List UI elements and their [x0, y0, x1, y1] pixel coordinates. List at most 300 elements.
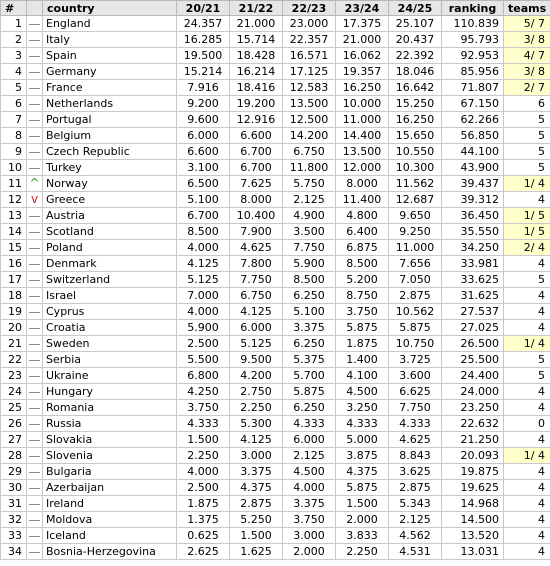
- rank-cell: 8: [1, 128, 27, 144]
- country-name: Croatia: [43, 320, 177, 336]
- trend-cell: [27, 512, 43, 528]
- trend-unchanged-icon: [29, 120, 40, 121]
- table-row[interactable]: [1, 368, 550, 384]
- table-row[interactable]: [1, 272, 550, 288]
- teams-value: 5: [504, 112, 550, 128]
- season-2223-value: 13.500: [283, 96, 336, 112]
- rank-cell: 14: [1, 224, 27, 240]
- trend-cell: [27, 352, 43, 368]
- season-2324-value: 3.875: [336, 448, 389, 464]
- table-row[interactable]: [1, 144, 550, 160]
- trend-unchanged-icon: [29, 232, 40, 233]
- rank-cell: 17: [1, 272, 27, 288]
- teams-value: 4: [504, 304, 550, 320]
- ranking-value: 27.025: [442, 320, 504, 336]
- header-season-2021[interactable]: 20/21: [177, 1, 230, 16]
- table-row[interactable]: [1, 48, 550, 64]
- season-2021-value: 2.250: [177, 448, 230, 464]
- country-name: Bulgaria: [43, 464, 177, 480]
- season-2425-value: 10.550: [389, 144, 442, 160]
- season-2122-value: 5.300: [230, 416, 283, 432]
- season-2021-value: 4.000: [177, 240, 230, 256]
- season-2425-value: 18.046: [389, 64, 442, 80]
- teams-value: 1/ 5: [504, 224, 550, 240]
- ranking-value: 23.250: [442, 400, 504, 416]
- rank-cell: 26: [1, 416, 27, 432]
- season-2122-value: 5.125: [230, 336, 283, 352]
- season-2425-value: 22.392: [389, 48, 442, 64]
- season-2425-value: 15.250: [389, 96, 442, 112]
- trend-unchanged-icon: [29, 408, 40, 409]
- season-2122-value: 10.400: [230, 208, 283, 224]
- season-2223-value: 12.500: [283, 112, 336, 128]
- table-row[interactable]: [1, 240, 550, 256]
- season-2021-value: 6.000: [177, 128, 230, 144]
- season-2223-value: 14.200: [283, 128, 336, 144]
- season-2223-value: 5.750: [283, 176, 336, 192]
- season-2021-value: 6.600: [177, 144, 230, 160]
- trend-unchanged-icon: [29, 376, 40, 377]
- season-2425-value: 20.437: [389, 32, 442, 48]
- trend-cell: [27, 304, 43, 320]
- season-2425-value: 4.625: [389, 432, 442, 448]
- ranking-value: 62.266: [442, 112, 504, 128]
- season-2324-value: 8.500: [336, 256, 389, 272]
- trend-unchanged-icon: [29, 488, 40, 489]
- table-row[interactable]: [1, 208, 550, 224]
- rank-cell: 10: [1, 160, 27, 176]
- season-2021-value: 2.625: [177, 544, 230, 560]
- header-trend: [27, 1, 43, 16]
- ranking-value: 110.839: [442, 16, 504, 32]
- season-2021-value: 5.100: [177, 192, 230, 208]
- ranking-value: 67.150: [442, 96, 504, 112]
- rank-cell: 20: [1, 320, 27, 336]
- trend-unchanged-icon: [29, 456, 40, 457]
- season-2021-value: 3.750: [177, 400, 230, 416]
- trend-cell: [27, 496, 43, 512]
- season-2223-value: 8.500: [283, 272, 336, 288]
- season-2324-value: 4.333: [336, 416, 389, 432]
- country-name: Serbia: [43, 352, 177, 368]
- rank-cell: 7: [1, 112, 27, 128]
- trend-cell: [27, 32, 43, 48]
- trend-cell: [27, 464, 43, 480]
- season-2021-value: 1.375: [177, 512, 230, 528]
- season-2425-value: 9.650: [389, 208, 442, 224]
- season-2122-value: 7.750: [230, 272, 283, 288]
- teams-value: 4: [504, 320, 550, 336]
- country-name: Belgium: [43, 128, 177, 144]
- trend-cell: [27, 448, 43, 464]
- table-row[interactable]: [1, 384, 550, 400]
- season-2021-value: 1.500: [177, 432, 230, 448]
- trend-unchanged-icon: [29, 552, 40, 553]
- trend-cell: [27, 384, 43, 400]
- table-row[interactable]: [1, 80, 550, 96]
- season-2324-value: 16.250: [336, 80, 389, 96]
- table-row[interactable]: [1, 432, 550, 448]
- season-2021-value: 8.500: [177, 224, 230, 240]
- season-2122-value: 4.375: [230, 480, 283, 496]
- trend-unchanged-icon: [29, 168, 40, 169]
- season-2021-value: 7.916: [177, 80, 230, 96]
- table-row[interactable]: [1, 512, 550, 528]
- season-2021-value: 4.000: [177, 304, 230, 320]
- trend-cell: [27, 64, 43, 80]
- header-teams[interactable]: teams: [504, 1, 550, 16]
- trend-cell: [27, 320, 43, 336]
- season-2324-value: 11.000: [336, 112, 389, 128]
- season-2223-value: 22.357: [283, 32, 336, 48]
- season-2021-value: 7.000: [177, 288, 230, 304]
- table-row[interactable]: [1, 288, 550, 304]
- rank-cell: 11: [1, 176, 27, 192]
- header-country[interactable]: country: [43, 1, 177, 16]
- teams-value: 5: [504, 144, 550, 160]
- rank-cell: 18: [1, 288, 27, 304]
- season-2425-value: 12.687: [389, 192, 442, 208]
- season-2122-value: 12.916: [230, 112, 283, 128]
- teams-value: 5: [504, 352, 550, 368]
- table-row[interactable]: [1, 336, 550, 352]
- trend-cell: [27, 48, 43, 64]
- season-2122-value: 21.000: [230, 16, 283, 32]
- teams-value: 4: [504, 528, 550, 544]
- season-2223-value: 4.333: [283, 416, 336, 432]
- season-2122-value: 4.125: [230, 432, 283, 448]
- season-2425-value: 3.725: [389, 352, 442, 368]
- season-2425-value: 10.562: [389, 304, 442, 320]
- table-row[interactable]: [1, 256, 550, 272]
- season-2021-value: 0.625: [177, 528, 230, 544]
- trend-cell: [27, 544, 43, 560]
- season-2324-value: 4.100: [336, 368, 389, 384]
- season-2122-value: 6.000: [230, 320, 283, 336]
- trend-cell: [27, 416, 43, 432]
- season-2324-value: 4.375: [336, 464, 389, 480]
- teams-value: 4: [504, 464, 550, 480]
- trend-cell: [27, 160, 43, 176]
- trend-unchanged-icon: [29, 360, 40, 361]
- trend-cell: [27, 16, 43, 32]
- trend-unchanged-icon: [29, 504, 40, 505]
- trend-cell: [27, 112, 43, 128]
- season-2425-value: 11.000: [389, 240, 442, 256]
- country-name: Italy: [43, 32, 177, 48]
- table-row[interactable]: [1, 176, 550, 192]
- season-2223-value: 12.583: [283, 80, 336, 96]
- season-2021-value: 9.200: [177, 96, 230, 112]
- table-row[interactable]: [1, 128, 550, 144]
- rank-cell: 31: [1, 496, 27, 512]
- ranking-value: 13.031: [442, 544, 504, 560]
- rank-cell: 9: [1, 144, 27, 160]
- season-2223-value: 3.750: [283, 512, 336, 528]
- season-2223-value: 5.875: [283, 384, 336, 400]
- trend-cell: [27, 288, 43, 304]
- country-name: Iceland: [43, 528, 177, 544]
- teams-value: 3/ 8: [504, 32, 550, 48]
- table-row[interactable]: [1, 480, 550, 496]
- country-name: Denmark: [43, 256, 177, 272]
- teams-value: 5: [504, 272, 550, 288]
- rank-cell: 16: [1, 256, 27, 272]
- table-row[interactable]: [1, 464, 550, 480]
- ranking-value: 13.520: [442, 528, 504, 544]
- table-row[interactable]: [1, 496, 550, 512]
- season-2223-value: 6.000: [283, 432, 336, 448]
- header-season-2223[interactable]: 22/23: [283, 1, 336, 16]
- table-row[interactable]: [1, 416, 550, 432]
- teams-value: 4: [504, 400, 550, 416]
- rank-cell: 29: [1, 464, 27, 480]
- season-2425-value: 7.750: [389, 400, 442, 416]
- teams-value: 4: [504, 544, 550, 560]
- season-2223-value: 2.125: [283, 448, 336, 464]
- header-ranking[interactable]: ranking: [442, 1, 504, 16]
- season-2324-value: 4.800: [336, 208, 389, 224]
- season-2021-value: 15.214: [177, 64, 230, 80]
- header-season-2122[interactable]: 21/22: [230, 1, 283, 16]
- season-2122-value: 18.428: [230, 48, 283, 64]
- country-name: Ireland: [43, 496, 177, 512]
- rank-cell: 27: [1, 432, 27, 448]
- country-name: Greece: [43, 192, 177, 208]
- rank-cell: 13: [1, 208, 27, 224]
- country-name: Azerbaijan: [43, 480, 177, 496]
- season-2122-value: 7.625: [230, 176, 283, 192]
- teams-value: 2/ 4: [504, 240, 550, 256]
- ranking-value: 26.500: [442, 336, 504, 352]
- table-row[interactable]: [1, 160, 550, 176]
- ranking-value: 44.100: [442, 144, 504, 160]
- season-2021-value: 6.500: [177, 176, 230, 192]
- country-name: Scotland: [43, 224, 177, 240]
- trend-unchanged-icon: [29, 472, 40, 473]
- trend-cell: [27, 96, 43, 112]
- season-2425-value: 6.625: [389, 384, 442, 400]
- season-2122-value: 6.600: [230, 128, 283, 144]
- trend-cell: [27, 240, 43, 256]
- country-name: Norway: [43, 176, 177, 192]
- season-2122-value: 7.900: [230, 224, 283, 240]
- season-2324-value: 5.200: [336, 272, 389, 288]
- season-2223-value: 6.250: [283, 288, 336, 304]
- teams-value: 3/ 8: [504, 64, 550, 80]
- season-2122-value: 6.750: [230, 288, 283, 304]
- season-2425-value: 4.531: [389, 544, 442, 560]
- season-2223-value: 3.500: [283, 224, 336, 240]
- season-2223-value: 5.700: [283, 368, 336, 384]
- season-2425-value: 10.750: [389, 336, 442, 352]
- trend-unchanged-icon: [29, 72, 40, 73]
- table-row[interactable]: [1, 304, 550, 320]
- table-row[interactable]: [1, 544, 550, 560]
- season-2021-value: 4.000: [177, 464, 230, 480]
- table-row[interactable]: [1, 16, 550, 32]
- ranking-value: 25.500: [442, 352, 504, 368]
- teams-value: 4: [504, 512, 550, 528]
- trend-unchanged-icon: [29, 104, 40, 105]
- season-2425-value: 8.843: [389, 448, 442, 464]
- season-2021-value: 24.357: [177, 16, 230, 32]
- season-2425-value: 5.875: [389, 320, 442, 336]
- season-2223-value: 3.000: [283, 528, 336, 544]
- trend-unchanged-icon: [29, 312, 40, 313]
- season-2223-value: 6.250: [283, 400, 336, 416]
- trend-unchanged-icon: [29, 520, 40, 521]
- trend-unchanged-icon: [29, 296, 40, 297]
- season-2122-value: 1.625: [230, 544, 283, 560]
- trend-unchanged-icon: [29, 280, 40, 281]
- season-2021-value: 3.100: [177, 160, 230, 176]
- rank-cell: 24: [1, 384, 27, 400]
- rank-cell: 34: [1, 544, 27, 560]
- table-row[interactable]: [1, 32, 550, 48]
- season-2223-value: 5.900: [283, 256, 336, 272]
- season-2223-value: 4.500: [283, 464, 336, 480]
- season-2223-value: 3.375: [283, 320, 336, 336]
- season-2223-value: 6.750: [283, 144, 336, 160]
- teams-value: 1/ 4: [504, 176, 550, 192]
- table-row[interactable]: [1, 64, 550, 80]
- table-row[interactable]: [1, 320, 550, 336]
- rank-cell: 3: [1, 48, 27, 64]
- trend-unchanged-icon: [29, 440, 40, 441]
- season-2021-value: 6.800: [177, 368, 230, 384]
- trend-cell: [27, 528, 43, 544]
- season-2425-value: 3.625: [389, 464, 442, 480]
- teams-value: 4: [504, 480, 550, 496]
- rank-cell: 5: [1, 80, 27, 96]
- trend-cell: [27, 432, 43, 448]
- season-2223-value: 23.000: [283, 16, 336, 32]
- season-2021-value: 4.125: [177, 256, 230, 272]
- trend-unchanged-icon: [29, 40, 40, 41]
- table-body: [1, 16, 550, 560]
- season-2324-value: 17.375: [336, 16, 389, 32]
- season-2223-value: 7.750: [283, 240, 336, 256]
- table-row[interactable]: [1, 528, 550, 544]
- season-2425-value: 7.656: [389, 256, 442, 272]
- trend-unchanged-icon: [29, 392, 40, 393]
- trend-unchanged-icon: [29, 248, 40, 249]
- season-2324-value: 19.357: [336, 64, 389, 80]
- ranking-value: 20.093: [442, 448, 504, 464]
- header-rank[interactable]: #: [1, 1, 27, 16]
- header-season-2324[interactable]: 23/24: [336, 1, 389, 16]
- season-2223-value: 11.800: [283, 160, 336, 176]
- country-name: Moldova: [43, 512, 177, 528]
- ranking-value: 27.537: [442, 304, 504, 320]
- season-2223-value: 2.000: [283, 544, 336, 560]
- table-row[interactable]: [1, 192, 550, 208]
- season-2425-value: 2.875: [389, 288, 442, 304]
- country-name: Turkey: [43, 160, 177, 176]
- season-2021-value: 5.125: [177, 272, 230, 288]
- trend-cell: [27, 192, 43, 208]
- rank-cell: 21: [1, 336, 27, 352]
- trend-cell: [27, 80, 43, 96]
- table-row[interactable]: [1, 352, 550, 368]
- table-row[interactable]: [1, 448, 550, 464]
- season-2021-value: 4.333: [177, 416, 230, 432]
- season-2223-value: 5.100: [283, 304, 336, 320]
- teams-value: 4: [504, 384, 550, 400]
- season-2425-value: 16.642: [389, 80, 442, 96]
- teams-value: 5: [504, 368, 550, 384]
- trend-cell: [27, 336, 43, 352]
- season-2122-value: 1.500: [230, 528, 283, 544]
- ranking-value: 95.793: [442, 32, 504, 48]
- season-2122-value: 4.200: [230, 368, 283, 384]
- season-2122-value: 2.750: [230, 384, 283, 400]
- table-row[interactable]: [1, 400, 550, 416]
- ranking-value: 19.625: [442, 480, 504, 496]
- teams-value: 5: [504, 160, 550, 176]
- season-2324-value: 11.400: [336, 192, 389, 208]
- season-2021-value: 6.700: [177, 208, 230, 224]
- season-2324-value: 5.875: [336, 480, 389, 496]
- season-2324-value: 1.400: [336, 352, 389, 368]
- season-2122-value: 9.500: [230, 352, 283, 368]
- season-2122-value: 6.700: [230, 144, 283, 160]
- table-row[interactable]: [1, 112, 550, 128]
- season-2122-value: 5.250: [230, 512, 283, 528]
- season-2021-value: 5.900: [177, 320, 230, 336]
- trend-unchanged-icon: [29, 216, 40, 217]
- ranking-value: 14.968: [442, 496, 504, 512]
- ranking-value: 14.500: [442, 512, 504, 528]
- ranking-value: 35.550: [442, 224, 504, 240]
- season-2324-value: 8.000: [336, 176, 389, 192]
- season-2324-value: 3.250: [336, 400, 389, 416]
- rank-cell: 19: [1, 304, 27, 320]
- trend-cell: [27, 128, 43, 144]
- ranking-value: 22.632: [442, 416, 504, 432]
- header-season-2425[interactable]: 24/25: [389, 1, 442, 16]
- ranking-value: 31.625: [442, 288, 504, 304]
- season-2223-value: 16.571: [283, 48, 336, 64]
- ranking-value: 71.807: [442, 80, 504, 96]
- teams-value: 4: [504, 288, 550, 304]
- country-name: Czech Republic: [43, 144, 177, 160]
- season-2223-value: 2.125: [283, 192, 336, 208]
- season-2324-value: 12.000: [336, 160, 389, 176]
- trend-unchanged-icon: [29, 24, 40, 25]
- trend-cell: [27, 400, 43, 416]
- ranking-value: 33.981: [442, 256, 504, 272]
- season-2122-value: 2.875: [230, 496, 283, 512]
- trend-cell: [27, 256, 43, 272]
- ranking-value: 43.900: [442, 160, 504, 176]
- table-row[interactable]: [1, 96, 550, 112]
- trend-unchanged-icon: [29, 56, 40, 57]
- season-2324-value: 1.500: [336, 496, 389, 512]
- ranking-value: 85.956: [442, 64, 504, 80]
- table-row[interactable]: [1, 224, 550, 240]
- trend-cell: [27, 208, 43, 224]
- trend-unchanged-icon: [29, 536, 40, 537]
- country-name: Switzerland: [43, 272, 177, 288]
- ranking-value: 39.312: [442, 192, 504, 208]
- teams-value: 4: [504, 192, 550, 208]
- teams-value: 4: [504, 496, 550, 512]
- ranking-value: 92.953: [442, 48, 504, 64]
- season-2425-value: 4.562: [389, 528, 442, 544]
- trend-unchanged-icon: [29, 344, 40, 345]
